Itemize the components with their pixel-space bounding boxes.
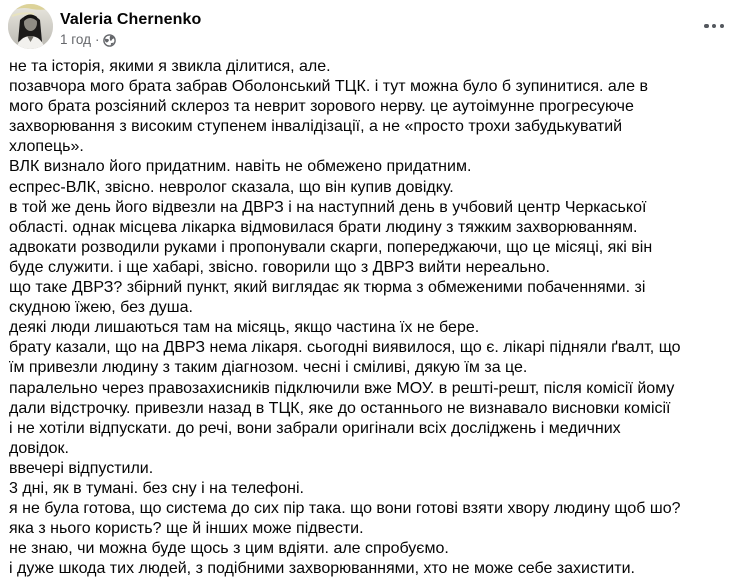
post-line: 3 дні, як в тумані. без сну і на телефоні. xyxy=(9,479,304,497)
post-line: ВЛК визнало його придатним. навіть не обмежено придатним. xyxy=(9,158,472,176)
post-line: я не була готова, що система до сих пір така. що вони готові взяти хвору людину щоб шо? xyxy=(9,500,681,518)
author-name[interactable]: Valeria Chernenko xyxy=(60,11,202,28)
post-line: не та історія, якими я звикла ділитися, але. xyxy=(9,58,331,75)
post-line: хлопець». xyxy=(9,138,84,156)
post-line: що таке ДВРЗ? збірний пункт, який виглядає як тюрма з обмеженими побаченнями. зі xyxy=(9,279,646,297)
post-line: захворювання з високим ступенем інвалідізації, а не «просто трохи забудькуватий xyxy=(9,118,623,136)
meta-separator: · xyxy=(94,32,100,47)
post-line: області. однак місцева лікарка відмовилася брати людину з тяжким захворюванням. xyxy=(9,218,638,236)
ellipsis-icon xyxy=(704,24,708,28)
post-header xyxy=(0,0,740,49)
post-line: не знаю, чи можна буде щось з цим вдіяти. але спробуємо. xyxy=(9,540,449,558)
post-line: еспрес-ВЛК, звісно. невролог сказала, що він купив довідку. xyxy=(9,178,454,196)
post-line: деякі люди лишаються там на місяць, якщо частина їх не бере. xyxy=(9,319,480,337)
header-text xyxy=(60,4,201,48)
more-options-button[interactable] xyxy=(696,17,724,35)
post-line: буде служити. і ще хабарі, звісно. говорили що з ДВРЗ вийти нереально. xyxy=(9,258,550,276)
post-line: і дуже шкода тих людей, з подібними захворюваннями, хто не може себе захистити. xyxy=(9,560,635,578)
post-timestamp[interactable]: 1 год xyxy=(60,32,91,47)
post-text xyxy=(0,49,740,579)
post-line: позавчора мого брата забрав Оболонський ТЦК. і тут можна було б зупинитися. але в xyxy=(9,78,648,96)
post-line: брату казали, що на ДВРЗ нема лікаря. сьогодні виявилося, що є. лікарі підняли ґвалт, що xyxy=(9,339,681,357)
post-line: в той же день його відвезли на ДВРЗ і на наступний день в учбовий центр Черкаської xyxy=(9,198,647,216)
post-line: довідок. xyxy=(9,439,69,457)
avatar-photo xyxy=(8,4,53,49)
post-line: скудною їжею, без душа. xyxy=(9,299,193,317)
post-meta xyxy=(60,31,201,48)
post-line: паралельно через правозахисників підключили вже МОУ. в решті-решт, після комісії йому xyxy=(9,379,675,397)
post-line: їм привезли людину з таким діагнозом. чесні і сміливі, дякую їм за це. xyxy=(9,359,528,377)
globe-icon xyxy=(103,34,116,47)
post-line: дали відстрочку. привезли назад в ТЦК, яке до останнього не визнавало висновки комісії xyxy=(9,399,671,417)
avatar[interactable] xyxy=(8,4,53,49)
post-line: яка з нього користь? ще й інших може підвести. xyxy=(9,520,364,538)
post-line: адвокати розводили руками і пропонували скарги, попереджаючи, що це місяці, які він xyxy=(9,238,653,256)
post-line: і не хотіли відпускати. до речі, вони забрали оригінали всіх досліджень і медичних xyxy=(9,419,621,437)
post-line: мого брата розсіяний склероз та неврит зорового нерву. це аутоімунне прогресуюче xyxy=(9,98,634,116)
post-line: ввечері відпустили. xyxy=(9,459,154,477)
